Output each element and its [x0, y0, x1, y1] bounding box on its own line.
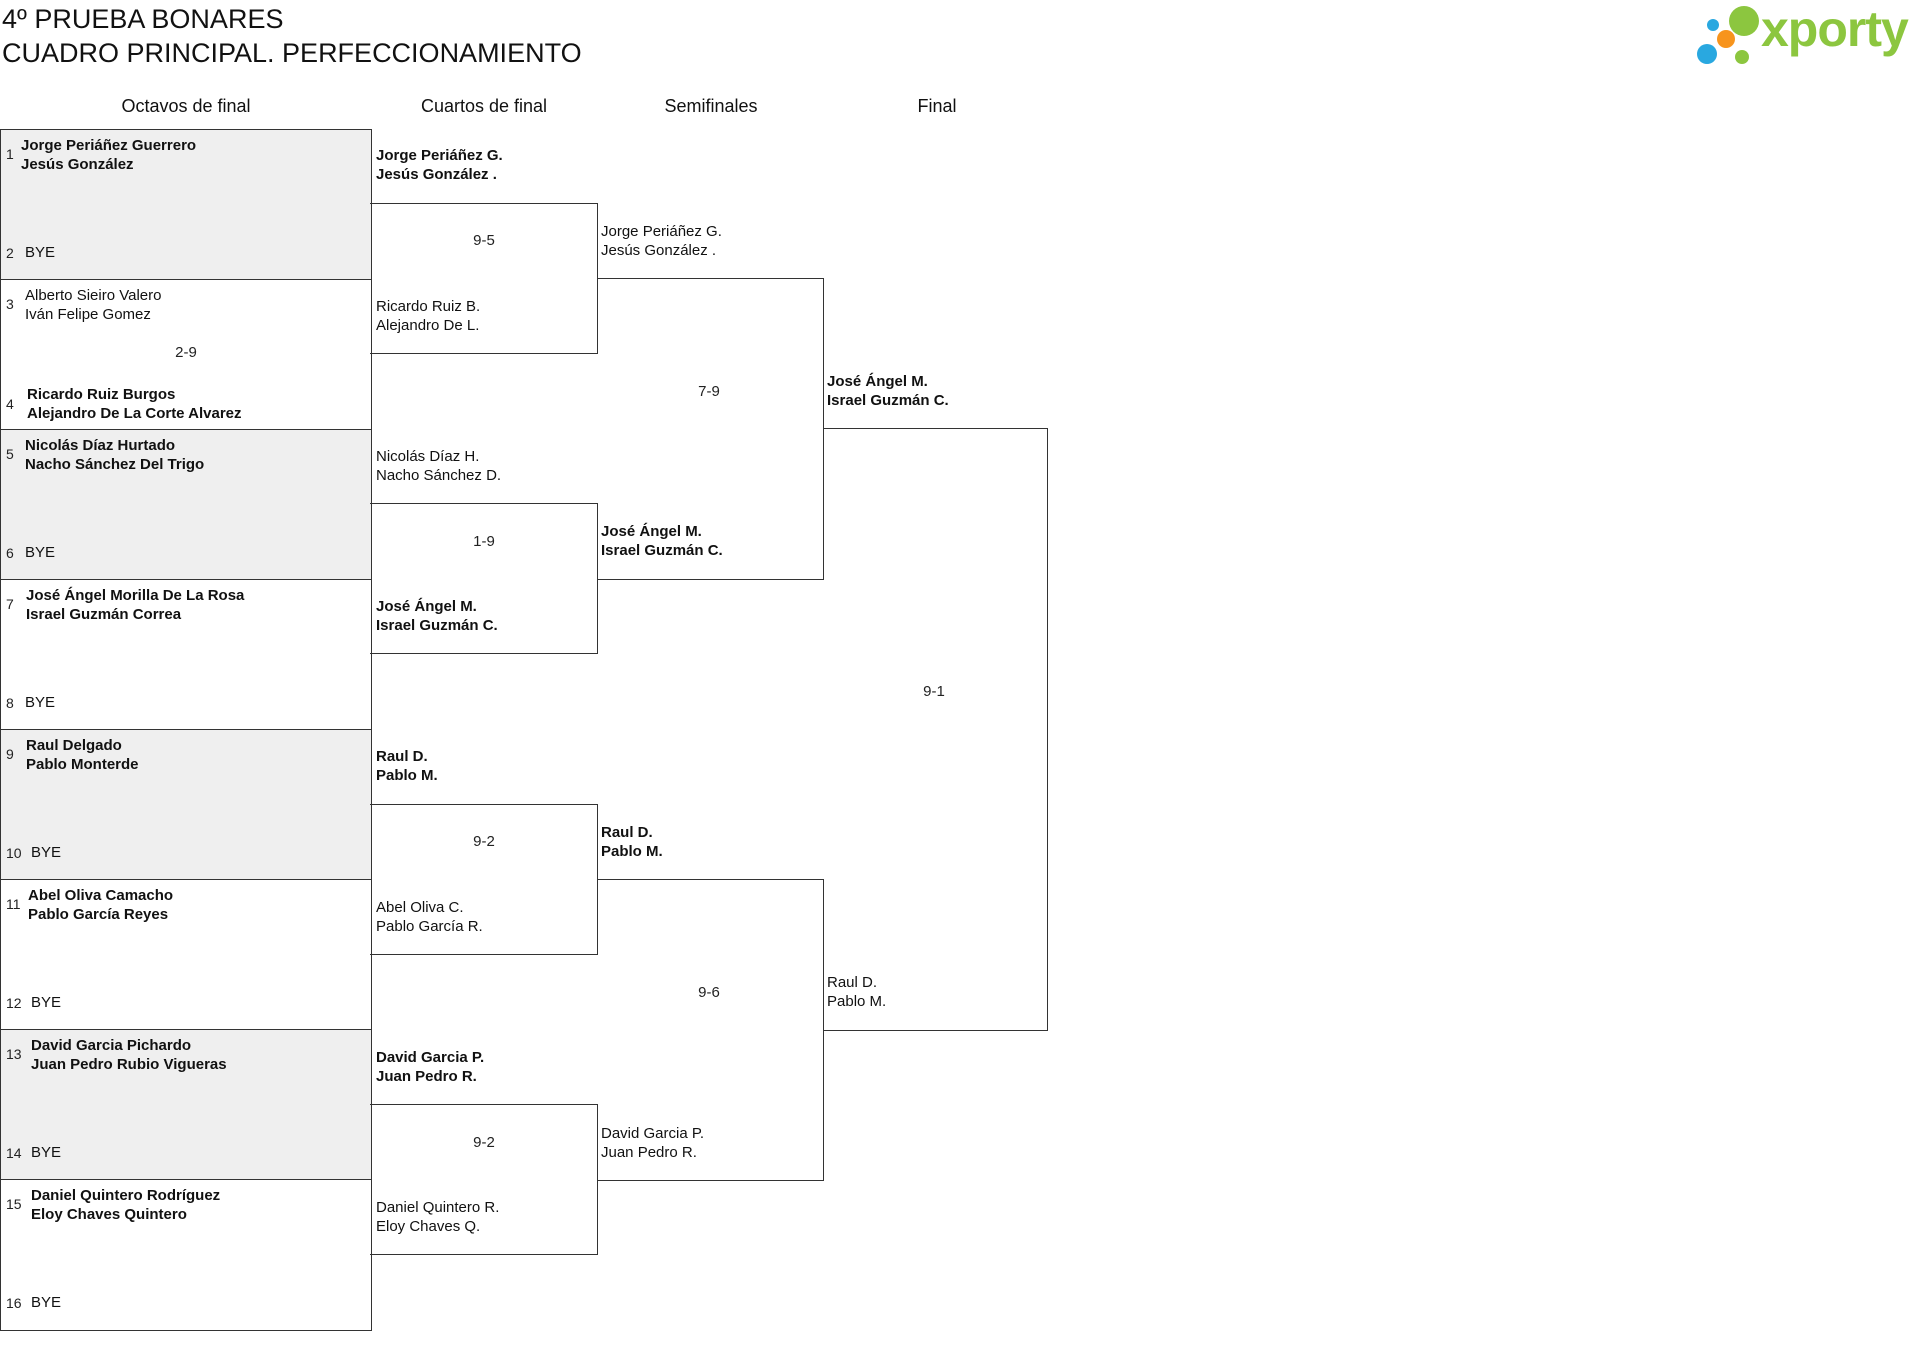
seed-number: 14 — [6, 1145, 22, 1161]
qf-1-team-a: Jorge Periáñez G. Jesús González . — [376, 147, 503, 183]
sf-1-score: 7-9 — [698, 383, 720, 400]
r16-match-7 — [0, 1029, 372, 1180]
seed-number: 15 — [6, 1196, 22, 1212]
match-score: 2-9 — [175, 344, 197, 361]
qf-2-team-a: Nicolás Díaz H. Nacho Sánchez D. — [376, 448, 502, 484]
page-subtitle: CUADRO PRINCIPAL. PERFECCIONAMIENTO — [2, 38, 582, 68]
r16-match-8 — [0, 1179, 372, 1331]
qf-4-score: 9-2 — [473, 1134, 495, 1151]
bye-label: BYE — [25, 544, 56, 561]
logo-dot-green-icon — [1729, 6, 1759, 36]
qf-3-score: 9-2 — [473, 833, 495, 850]
seed-number: 2 — [6, 245, 14, 261]
qf-4-team-b: Daniel Quintero R. Eloy Chaves Q. — [376, 1199, 500, 1235]
sf-1-team-a: Jorge Periáñez G. Jesús González . — [601, 223, 722, 259]
r16-match-2 — [0, 279, 372, 430]
seed-number: 3 — [6, 296, 14, 312]
qf-2-score: 1-9 — [473, 533, 495, 550]
bye-label: BYE — [25, 694, 56, 711]
bye-label: BYE — [31, 1294, 62, 1311]
seed-number: 13 — [6, 1046, 22, 1062]
team-pair: Raul Delgado Pablo Monterde — [26, 737, 139, 773]
logo-text: xporty — [1761, 1, 1908, 57]
page-title: 4º PRUEBA BONARES — [2, 4, 284, 34]
qf-3-team-b: Abel Oliva C. Pablo García R. — [376, 899, 483, 935]
seed-number: 16 — [6, 1295, 22, 1311]
r16-match-4 — [0, 579, 372, 730]
team-pair: Ricardo Ruiz Burgos Alejandro De La Corte Alvarez — [27, 386, 242, 422]
logo-dot-blue-icon — [1707, 19, 1719, 31]
logo-dot-blue-large-icon — [1697, 44, 1717, 64]
seed-number: 7 — [6, 596, 14, 612]
sf-2-team-a: Raul D. Pablo M. — [601, 824, 663, 860]
final-score: 9-1 — [923, 683, 945, 700]
final-team-a: José Ángel M. Israel Guzmán C. — [827, 373, 949, 409]
sf-1-team-b: José Ángel M. Israel Guzmán C. — [601, 523, 723, 559]
team-pair: José Ángel Morilla De La Rosa Israel Guzmán Correa — [26, 587, 245, 623]
xporty-logo — [1695, 1, 1920, 68]
seed-number: 11 — [6, 896, 21, 912]
qf-4-team-a: David Garcia P. Juan Pedro R. — [376, 1049, 485, 1085]
bye-label: BYE — [25, 244, 56, 261]
team-pair: David Garcia Pichardo Juan Pedro Rubio Vigueras — [31, 1037, 227, 1073]
seed-number: 12 — [6, 995, 22, 1011]
round-header-octavos: Octavos de final — [121, 96, 251, 116]
seed-number: 10 — [6, 845, 22, 861]
seed-number: 8 — [6, 695, 14, 711]
seed-number: 6 — [6, 545, 14, 561]
sf-2-team-b: David Garcia P. Juan Pedro R. — [601, 1125, 705, 1161]
qf-3-team-a: Raul D. Pablo M. — [376, 748, 438, 784]
qf-2-team-b: José Ángel M. Israel Guzmán C. — [376, 598, 498, 634]
team-pair: Nicolás Díaz Hurtado Nacho Sánchez Del Trigo — [25, 437, 205, 473]
bye-label: BYE — [31, 994, 62, 1011]
seed-number: 9 — [6, 746, 14, 762]
round-header-semifinales: Semifinales — [664, 96, 758, 116]
seed-number: 4 — [6, 396, 14, 412]
logo-dot-green-small-icon — [1735, 50, 1749, 64]
final-team-b: Raul D. Pablo M. — [827, 974, 887, 1010]
seed-number: 5 — [6, 446, 14, 462]
r16-match-5 — [0, 729, 372, 880]
bye-label: BYE — [31, 1144, 62, 1161]
team-pair: Abel Oliva Camacho Pablo García Reyes — [28, 887, 174, 923]
sf-2-score: 9-6 — [698, 984, 720, 1001]
r16-match-6 — [0, 879, 372, 1030]
final-match-bracket — [823, 428, 1048, 1031]
seed-number: 1 — [6, 146, 14, 162]
team-pair: Jorge Periáñez Guerrero Jesús González — [21, 137, 197, 173]
bye-label: BYE — [31, 844, 62, 861]
qf-1-team-b: Ricardo Ruiz B. Alejandro De L. — [376, 298, 481, 334]
team-pair: Daniel Quintero Rodríguez Eloy Chaves Quintero — [31, 1187, 221, 1223]
r16-match-3 — [0, 429, 372, 580]
team-pair: Alberto Sieiro Valero Iván Felipe Gomez — [25, 287, 162, 323]
r16-match-1 — [0, 129, 372, 280]
round-header-final: Final — [917, 96, 957, 116]
qf-1-score: 9-5 — [473, 232, 495, 249]
logo-dot-orange-icon — [1717, 30, 1735, 48]
round-header-cuartos: Cuartos de final — [420, 96, 548, 116]
